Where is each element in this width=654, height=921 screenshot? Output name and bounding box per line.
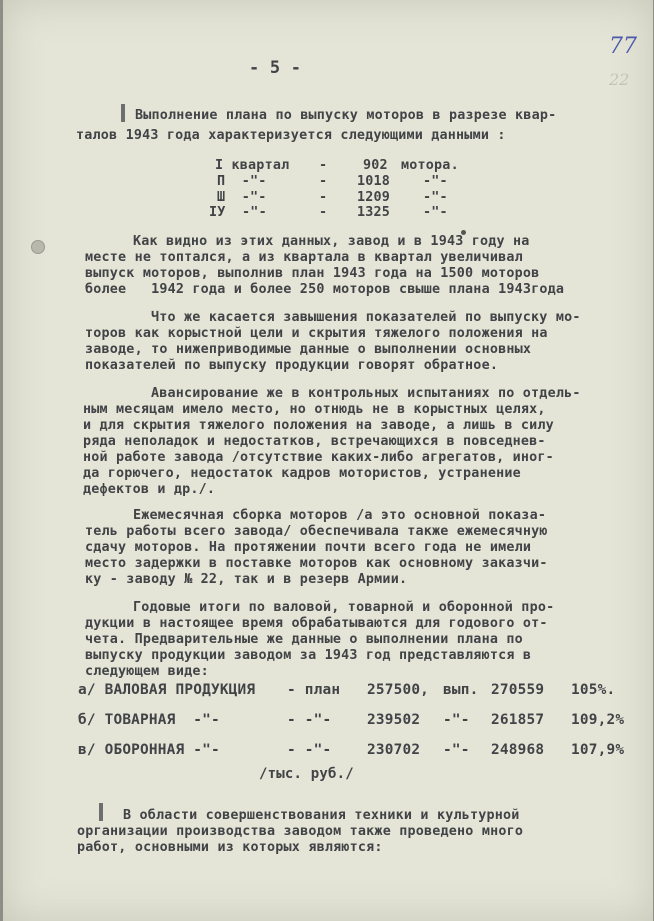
paragraph-2-line: месте не топтался, а из квартала в квартал увеличивал bbox=[85, 250, 523, 265]
quarter-label: I квартал bbox=[215, 158, 290, 173]
paragraph-6-line: Годовые итоги по валовой, товарной и оборонной про- bbox=[133, 600, 555, 615]
paragraph-7-line: организации производства заводом также проведено много bbox=[77, 824, 524, 839]
quarter-value: 1209 bbox=[357, 190, 391, 205]
quarter-value: 1018 bbox=[357, 174, 391, 189]
production-fact-label: -"- bbox=[443, 712, 470, 728]
paragraph-7-line: работ, основными из которых являются: bbox=[77, 840, 383, 855]
production-row-separator: - -"- bbox=[287, 742, 332, 758]
units-note: /тыс. руб./ bbox=[259, 766, 354, 782]
production-plan-value: 239502 bbox=[367, 712, 421, 728]
production-row-separator: - -"- bbox=[287, 712, 332, 728]
paragraph-3-line: торов как корыстной цели и скрытия тяжелого положения на bbox=[85, 326, 548, 341]
production-row-label: в/ ОБОРОННАЯ -"- bbox=[78, 742, 220, 758]
paragraph-mark bbox=[121, 104, 125, 122]
paragraph-6-line: чета. Предварительные же данные о выполнении плана по bbox=[85, 632, 523, 647]
quarter-unit: -"- bbox=[423, 174, 448, 189]
quarter-dash: - bbox=[319, 174, 328, 189]
quarter-value: 1325 bbox=[357, 205, 391, 220]
quarter-unit: -"- bbox=[423, 190, 448, 205]
production-fact-value: 248968 bbox=[491, 742, 545, 758]
quarter-dash: - bbox=[319, 158, 328, 173]
paragraph-4-line: ряда неполадок и недостатков, встречающихся в повседнев- bbox=[83, 434, 546, 449]
paragraph-5-line: ку - заводу № 22, так и в резерв Армии. bbox=[85, 572, 408, 587]
production-plan-value: 257500, bbox=[367, 682, 430, 698]
page-number: - 5 - bbox=[249, 58, 302, 78]
production-fact-label: вып. bbox=[443, 682, 479, 698]
paragraph-5-line: сдачу моторов. На протяжении почти всего года не имели bbox=[85, 540, 532, 555]
quarter-value: 902 bbox=[363, 158, 388, 173]
paragraph-2-line: выпуск моторов, выполнив план 1943 года на 1500 моторов bbox=[85, 266, 540, 281]
paragraph-6-line: следующем виде: bbox=[85, 664, 209, 679]
quarter-unit: -"- bbox=[423, 205, 448, 220]
production-fact-label: -"- bbox=[443, 742, 470, 758]
paragraph-5-line: место задержки в поставке моторов как основному заказчи- bbox=[85, 556, 548, 571]
quarter-dash: - bbox=[319, 205, 328, 220]
production-row-separator: - план bbox=[287, 682, 341, 698]
archive-folio-number: 77 bbox=[609, 34, 637, 59]
production-percent: 105%. bbox=[571, 682, 616, 698]
production-fact-value: 270559 bbox=[491, 682, 545, 698]
paragraph-4-line: ной работе завода /отсутствие каких-либо агрегатов, иног- bbox=[83, 450, 554, 465]
paragraph-2-line: более 1942 года и более 250 моторов свыше плана 1943года bbox=[85, 282, 565, 297]
paragraph-4-line: дефектов и др./. bbox=[83, 482, 216, 497]
paragraph-3-line: показателей по выпуску продукции говорят обратное. bbox=[85, 358, 499, 373]
paragraph-1-line: талов 1943 года характеризуется следующими данными : bbox=[76, 128, 506, 143]
quarter-label: П -"- bbox=[217, 174, 267, 189]
paragraph-4-line: Авансирование же в контрольных испытаниях по отдель- bbox=[151, 386, 581, 401]
document-page bbox=[3, 0, 653, 921]
paragraph-2-line: Как видно из этих данных, завод и в 1943 году на bbox=[133, 234, 530, 249]
paragraph-4-line: и для скрытия тяжелого положения на заводе, а лишь в силу bbox=[83, 418, 554, 433]
paragraph-3-line: заводе, то нижеприводимые данные о выполнении основных bbox=[85, 342, 532, 357]
punch-hole-mark bbox=[31, 240, 45, 254]
production-fact-value: 261857 bbox=[491, 712, 545, 728]
paragraph-4-line: да горючего, недостаток кадров мотористов, устранение bbox=[83, 466, 521, 481]
production-row-label: б/ ТОВАРНАЯ -"- bbox=[78, 712, 220, 728]
paragraph-3-line: Что же касается завышения показателей по выпуску мо- bbox=[151, 310, 581, 325]
paragraph-5-line: тель работы всего завода/ обеспечивала также ежемесячную bbox=[85, 524, 548, 539]
paragraph-5-line: Ежемесячная сборка моторов /а это основной показа- bbox=[133, 508, 547, 523]
paragraph-7-line: В области совершенствования техники и культурной bbox=[123, 808, 520, 823]
production-percent: 109,2% bbox=[571, 712, 625, 728]
production-plan-value: 230702 bbox=[367, 742, 421, 758]
paragraph-6-line: дукции в настоящее время обрабатываются для годового от- bbox=[85, 616, 548, 631]
quarter-dash: - bbox=[319, 190, 328, 205]
paragraph-1-line: Выполнение плана по выпуску моторов в разрезе квар- bbox=[135, 108, 557, 123]
paragraph-mark bbox=[99, 803, 103, 821]
pencil-page-number: 22 bbox=[609, 70, 630, 89]
production-percent: 107,9% bbox=[571, 742, 625, 758]
quarter-unit: мотора. bbox=[401, 158, 459, 173]
quarter-label: Ш -"- bbox=[217, 190, 267, 205]
production-row-label: а/ ВАЛОВАЯ ПРОДУКЦИЯ bbox=[78, 682, 256, 698]
paragraph-4-line: ным месяцам имело место, но отнюдь не в корыстных целях, bbox=[83, 402, 546, 417]
paragraph-6-line: выпуску продукции заводом за 1943 год представляются в bbox=[85, 648, 532, 663]
quarter-label: IУ -"- bbox=[209, 205, 267, 220]
